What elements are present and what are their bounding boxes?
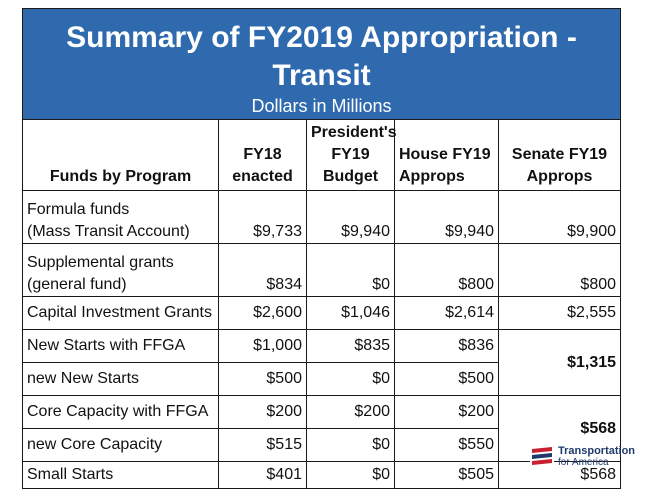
house-cell: $9,940 — [395, 191, 499, 244]
table-row — [23, 244, 621, 297]
table-row — [23, 297, 621, 330]
house-cell: $500 — [395, 363, 499, 396]
logo-line-2: for America — [558, 457, 609, 468]
header-fy18: FY18 enacted — [219, 120, 307, 191]
fy18-cell: $500 — [219, 363, 307, 396]
senate-core-capacity-total: $568 — [499, 396, 621, 462]
program-cell: Capital Investment Grants — [23, 297, 219, 330]
president-cell: $0 — [307, 429, 395, 462]
header-house: House FY19 Approps — [395, 120, 499, 191]
program-cell: new New Starts — [23, 363, 219, 396]
header-senate: Senate FY19 Approps — [499, 120, 621, 191]
program-cell: Supplemental grants (general fund) — [23, 244, 219, 297]
slide-title: Summary of FY2019 Appropriation - Transit — [66, 21, 577, 92]
house-cell: $550 — [395, 429, 499, 462]
title-banner — [23, 9, 621, 120]
house-cell: $200 — [395, 396, 499, 429]
senate-cell: $9,900 — [499, 191, 621, 244]
logo-line-1: Transportation — [558, 445, 636, 457]
slide-subtitle: Dollars in Millions — [251, 96, 392, 116]
fy18-cell: $2,600 — [219, 297, 307, 330]
fy18-cell: $200 — [219, 396, 307, 429]
appropriations-table — [22, 8, 621, 489]
fy18-cell: $515 — [219, 429, 307, 462]
header-row — [23, 120, 621, 191]
president-cell: $0 — [307, 244, 395, 297]
program-cell: Core Capacity with FFGA — [23, 396, 219, 429]
president-cell: $835 — [307, 330, 395, 363]
table-row — [23, 330, 621, 363]
header-program: Funds by Program — [23, 120, 219, 191]
president-cell: $0 — [307, 462, 395, 489]
program-cell: Formula funds (Mass Transit Account) — [23, 191, 219, 244]
program-cell: new Core Capacity — [23, 429, 219, 462]
table-row — [23, 396, 621, 429]
table-row — [23, 191, 621, 244]
house-cell: $800 — [395, 244, 499, 297]
program-cell: New Starts with FFGA — [23, 330, 219, 363]
senate-cell: $800 — [499, 244, 621, 297]
fy18-cell: $834 — [219, 244, 307, 297]
president-cell: $200 — [307, 396, 395, 429]
program-cell: Small Starts — [23, 462, 219, 489]
house-cell: $505 — [395, 462, 499, 489]
president-cell: $1,046 — [307, 297, 395, 330]
president-cell: $0 — [307, 363, 395, 396]
president-cell: $9,940 — [307, 191, 395, 244]
fy18-cell: $9,733 — [219, 191, 307, 244]
header-president: President's FY19 Budget — [307, 120, 395, 191]
transportation-for-america-logo — [530, 446, 635, 468]
senate-new-starts-total: $1,315 — [499, 330, 621, 396]
house-cell: $2,614 — [395, 297, 499, 330]
senate-cell: $568 — [499, 462, 621, 489]
flag-icon — [530, 446, 554, 468]
senate-cell: $2,555 — [499, 297, 621, 330]
house-cell: $836 — [395, 330, 499, 363]
fy18-cell: $1,000 — [219, 330, 307, 363]
fy18-cell: $401 — [219, 462, 307, 489]
